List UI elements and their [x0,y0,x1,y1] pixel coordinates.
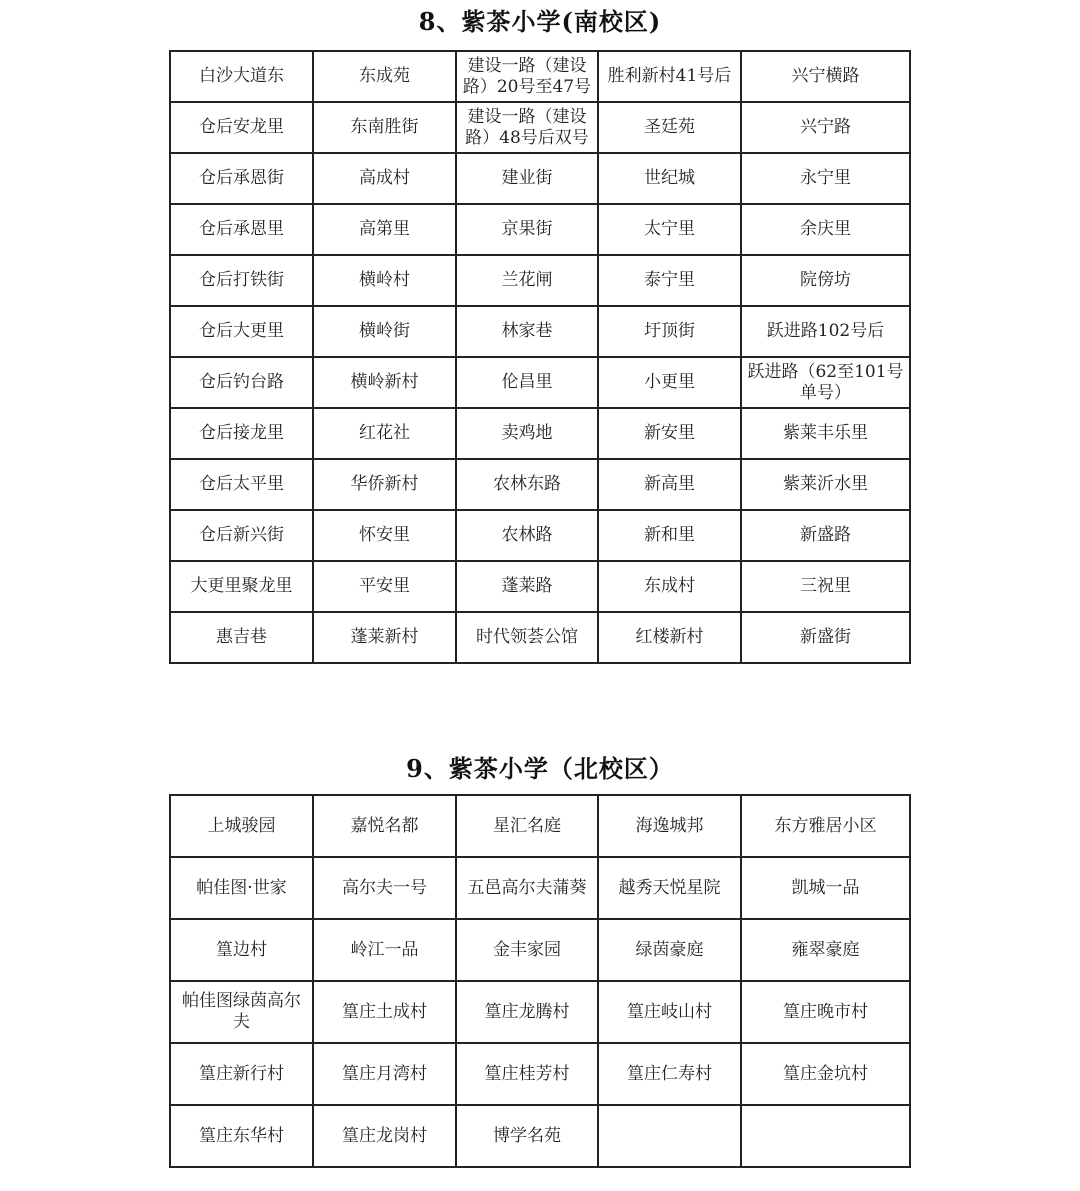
table-row [170,408,910,459]
table-cell: 岭江一品 [313,919,456,981]
table-cell: 东成村 [598,561,741,612]
table-row [170,1043,910,1105]
table-row [170,459,910,510]
table-cell: 建设一路（建设路）20号至47号 [456,51,598,102]
table-row [170,102,910,153]
table-cell: 帕佳图·世家 [170,857,313,919]
table-cell: 高成村 [313,153,456,204]
table-cell: 金丰家园 [456,919,598,981]
table-cell: 仓后接龙里 [170,408,313,459]
table-cell: 胜利新村41号后 [598,51,741,102]
table-cell: 仓后承恩里 [170,204,313,255]
table-cell: 世纪城 [598,153,741,204]
table-cell: 时代领荟公馆 [456,612,598,663]
table-cell: 紫莱沂水里 [741,459,910,510]
table-cell: 仓后承恩街 [170,153,313,204]
table-cell: 绿茵豪庭 [598,919,741,981]
table-cell: 红花社 [313,408,456,459]
table-cell: 篁庄土成村 [313,981,456,1043]
table-cell: 余庆里 [741,204,910,255]
table-row [170,612,910,663]
table-cell: 蓬莱新村 [313,612,456,663]
table-row [170,153,910,204]
table-cell: 东成苑 [313,51,456,102]
table-cell: 海逸城邦 [598,795,741,857]
table-cell: 仓后大更里 [170,306,313,357]
table-cell: 五邑高尔夫蒲葵 [456,857,598,919]
table-cell: 平安里 [313,561,456,612]
table-cell: 篁庄岐山村 [598,981,741,1043]
table-cell: 白沙大道东 [170,51,313,102]
table-cell: 京果街 [456,204,598,255]
table-cell: 建业街 [456,153,598,204]
table-cell: 华侨新村 [313,459,456,510]
table-cell: 雍翠豪庭 [741,919,910,981]
table-cell: 新高里 [598,459,741,510]
table-cell: 兴宁路 [741,102,910,153]
table-cell: 兰花闸 [456,255,598,306]
table-cell: 仓后钓台路 [170,357,313,408]
table-row [170,510,910,561]
table-row [170,357,910,408]
table-cell: 新和里 [598,510,741,561]
table-cell: 篁庄新行村 [170,1043,313,1105]
table-row [170,857,910,919]
table-row [170,306,910,357]
table-cell: 篁庄月湾村 [313,1043,456,1105]
table-cell: 三祝里 [741,561,910,612]
table-cell: 红楼新村 [598,612,741,663]
table-row [170,981,910,1043]
table-cell: 篁庄东华村 [170,1105,313,1167]
table-cell: 篁庄金坑村 [741,1043,910,1105]
table-cell: 跃进路（62至101号单号） [741,357,910,408]
table-cell: 农林路 [456,510,598,561]
table-cell: 帕佳图绿茵高尔夫 [170,981,313,1043]
table-cell: 跃进路102号后 [741,306,910,357]
table-cell: 东方雅居小区 [741,795,910,857]
table-cell: 篁庄龙腾村 [456,981,598,1043]
table-cell: 凯城一品 [741,857,910,919]
table-cell: 横岭新村 [313,357,456,408]
table-cell: 篁庄桂芳村 [456,1043,598,1105]
address-table-south-campus [169,50,911,664]
table-row [170,204,910,255]
table-row [170,255,910,306]
table-cell: 仓后新兴街 [170,510,313,561]
table-row [170,919,910,981]
table-cell: 蓬莱路 [456,561,598,612]
table-cell: 林家巷 [456,306,598,357]
table-cell: 新盛街 [741,612,910,663]
table-cell [741,1105,910,1167]
table-cell: 太宁里 [598,204,741,255]
table-cell: 横岭街 [313,306,456,357]
table-cell: 仓后打铁街 [170,255,313,306]
table-cell: 小更里 [598,357,741,408]
table-cell: 圩顶街 [598,306,741,357]
table-row [170,51,910,102]
table-cell [598,1105,741,1167]
table-cell: 泰宁里 [598,255,741,306]
table-cell: 怀安里 [313,510,456,561]
table-cell: 篁庄龙岗村 [313,1105,456,1167]
table-row [170,795,910,857]
table-cell: 高第里 [313,204,456,255]
table-cell: 伦昌里 [456,357,598,408]
table-cell: 农林东路 [456,459,598,510]
table-cell: 兴宁横路 [741,51,910,102]
table-cell: 篁庄仁寿村 [598,1043,741,1105]
table-cell: 篁庄晚市村 [741,981,910,1043]
table-cell: 仓后太平里 [170,459,313,510]
table-cell: 紫莱丰乐里 [741,408,910,459]
table-cell: 新盛路 [741,510,910,561]
table-cell: 东南胜街 [313,102,456,153]
table-cell: 横岭村 [313,255,456,306]
table-cell: 新安里 [598,408,741,459]
table-cell: 建设一路（建设路）48号后双号 [456,102,598,153]
table-cell: 惠吉巷 [170,612,313,663]
table-cell: 大更里聚龙里 [170,561,313,612]
table-cell: 篁边村 [170,919,313,981]
table-cell: 永宁里 [741,153,910,204]
address-table-north-campus [169,794,911,1168]
table-cell: 院傍坊 [741,255,910,306]
table-cell: 越秀天悦星院 [598,857,741,919]
table-cell: 仓后安龙里 [170,102,313,153]
table-cell: 高尔夫一号 [313,857,456,919]
table-row [170,1105,910,1167]
table-cell: 圣廷苑 [598,102,741,153]
table-cell: 卖鸡地 [456,408,598,459]
section-title-south-campus: 8、紫茶小学(南校区) [418,7,662,36]
table-cell: 星汇名庭 [456,795,598,857]
table-cell: 上城骏园 [170,795,313,857]
table-cell: 嘉悦名都 [313,795,456,857]
table-cell: 博学名苑 [456,1105,598,1167]
section-title-north-campus: 9、紫茶小学（北校区） [406,754,674,783]
table-row [170,561,910,612]
